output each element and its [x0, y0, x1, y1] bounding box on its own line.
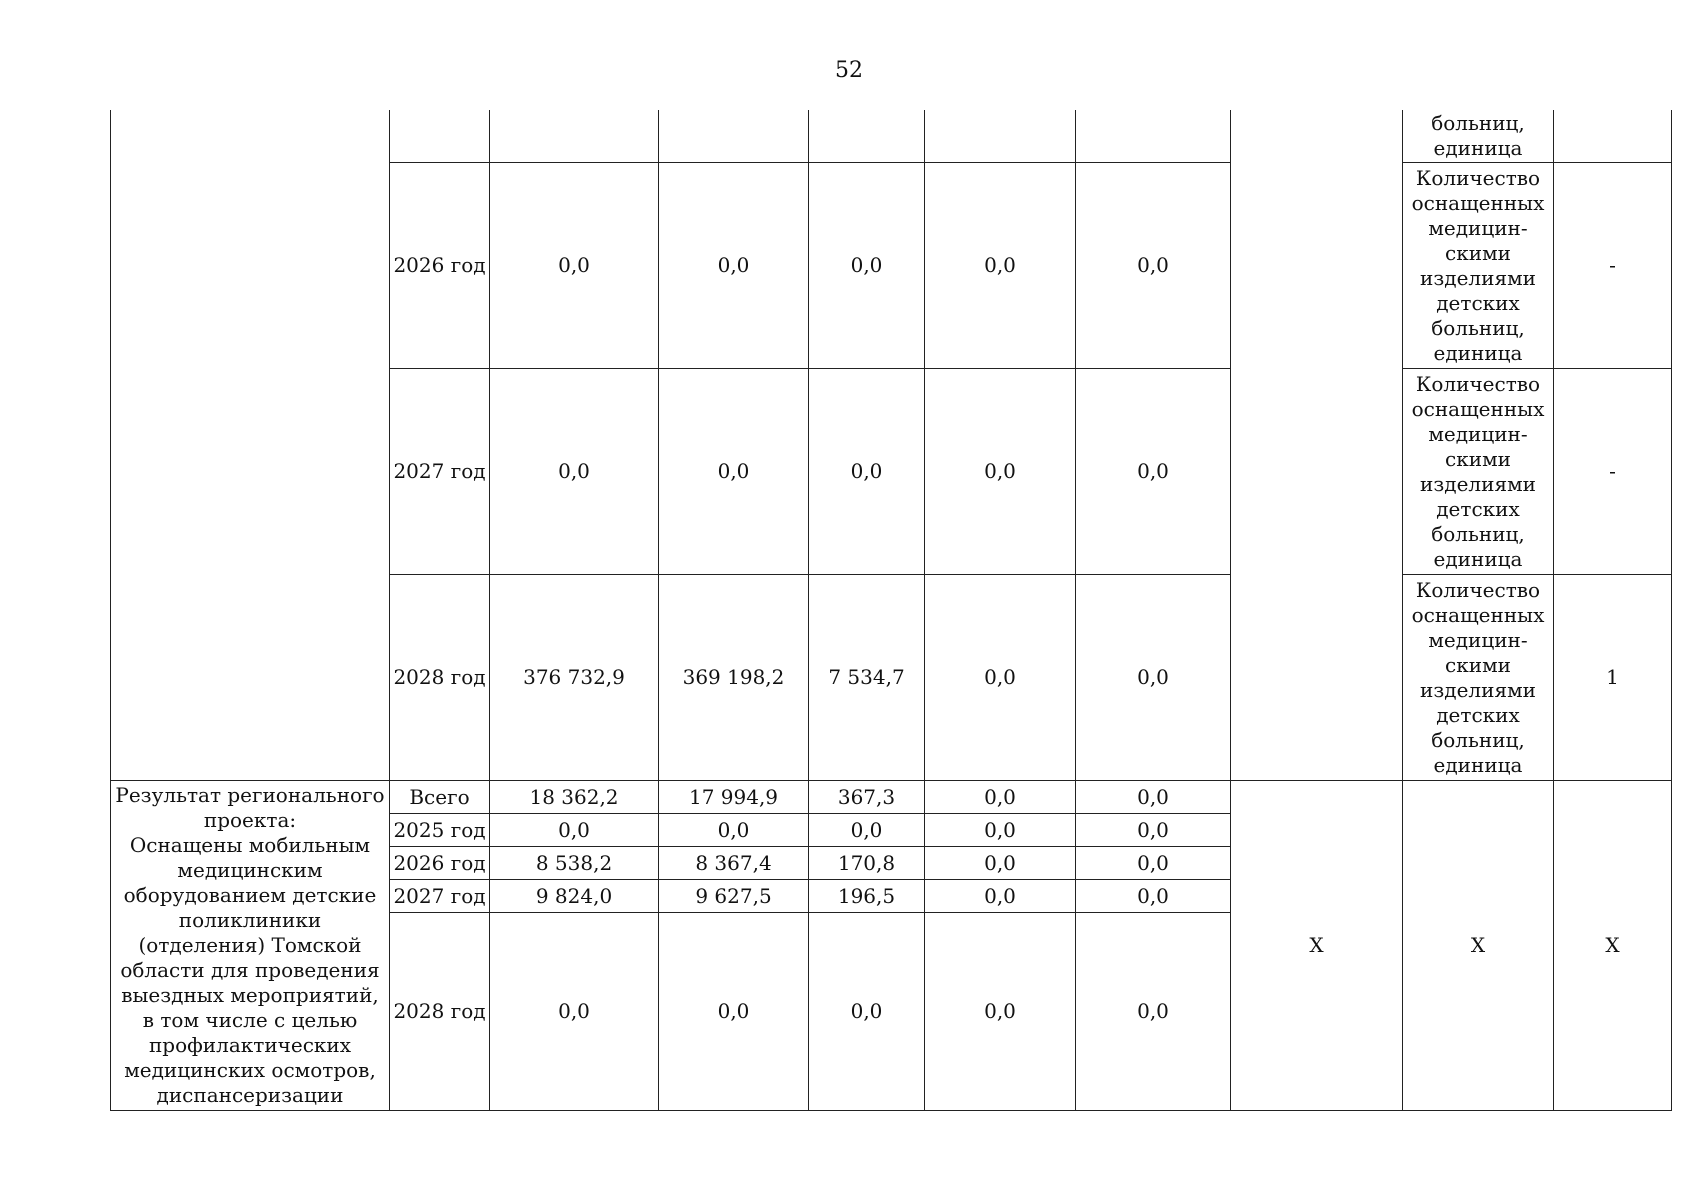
year-cell: 2027 год	[390, 880, 490, 913]
value-cell: 0,0	[490, 163, 659, 369]
indicator-cell: Количество оснащенных медицин- скими изделиями детских больниц, единица	[1403, 163, 1554, 369]
value-cell: 0,0	[659, 814, 809, 847]
indicator-cell: Количество оснащенных медицин- скими изделиями детских больниц, единица	[1403, 369, 1554, 575]
value-cell: 0,0	[1076, 913, 1231, 1111]
indicator-value-cell: -	[1554, 163, 1672, 369]
value-cell: 0,0	[809, 913, 925, 1111]
value-cell	[925, 110, 1076, 163]
executor-cell-continued	[1231, 110, 1403, 781]
year-cell	[390, 110, 490, 163]
indicator-value-cell: 1	[1554, 575, 1672, 781]
year-cell: 2026 год	[390, 847, 490, 880]
value-cell: 0,0	[809, 163, 925, 369]
value-cell: 367,3	[809, 781, 925, 814]
value-cell: 0,0	[659, 163, 809, 369]
indicator-cell: больниц, единица	[1403, 110, 1554, 163]
indicator-value-cell: -	[1554, 369, 1672, 575]
page-number: 52	[835, 58, 863, 83]
value-cell: 0,0	[490, 814, 659, 847]
value-cell: 0,0	[490, 913, 659, 1111]
value-cell	[659, 110, 809, 163]
table-row	[111, 781, 1672, 814]
table-row-continued	[111, 110, 1672, 163]
year-cell: 2025 год	[390, 814, 490, 847]
value-cell: 8 367,4	[659, 847, 809, 880]
value-cell: 0,0	[925, 163, 1076, 369]
value-cell: 196,5	[809, 880, 925, 913]
value-cell: 0,0	[490, 369, 659, 575]
value-cell: 0,0	[925, 781, 1076, 814]
value-cell: 376 732,9	[490, 575, 659, 781]
indicator-value-cell	[1554, 110, 1672, 163]
value-cell: 9 824,0	[490, 880, 659, 913]
value-cell: 18 362,2	[490, 781, 659, 814]
value-cell: 17 994,9	[659, 781, 809, 814]
value-cell: 0,0	[659, 369, 809, 575]
value-cell: 7 534,7	[809, 575, 925, 781]
year-cell: 2027 год	[390, 369, 490, 575]
year-cell: Всего	[390, 781, 490, 814]
value-cell: 9 627,5	[659, 880, 809, 913]
value-cell: 8 538,2	[490, 847, 659, 880]
value-cell: 0,0	[925, 575, 1076, 781]
value-cell: 0,0	[1076, 847, 1231, 880]
merged-mark-cell: X	[1403, 781, 1554, 1111]
year-cell: 2028 год	[390, 913, 490, 1111]
value-cell: 0,0	[925, 880, 1076, 913]
value-cell	[1076, 110, 1231, 163]
merged-mark-cell: X	[1554, 781, 1672, 1111]
value-cell: 0,0	[1076, 781, 1231, 814]
merged-mark-cell: X	[1231, 781, 1403, 1111]
value-cell: 0,0	[925, 847, 1076, 880]
value-cell: 0,0	[809, 369, 925, 575]
description-cell-continued	[111, 110, 390, 781]
value-cell: 0,0	[925, 913, 1076, 1111]
value-cell: 0,0	[659, 913, 809, 1111]
budget-table	[110, 110, 1672, 1111]
value-cell: 0,0	[1076, 163, 1231, 369]
value-cell: 0,0	[1076, 880, 1231, 913]
value-cell	[490, 110, 659, 163]
value-cell: 170,8	[809, 847, 925, 880]
indicator-cell: Количество оснащенных медицин- скими изделиями детских больниц, единица	[1403, 575, 1554, 781]
year-cell: 2026 год	[390, 163, 490, 369]
value-cell: 0,0	[925, 369, 1076, 575]
year-cell: 2028 год	[390, 575, 490, 781]
value-cell	[809, 110, 925, 163]
value-cell: 0,0	[1076, 814, 1231, 847]
project-result-description: Результат регионального проекта: Оснащены мобильным медицинским оборудованием детские поликлиники (отделения) Томской области для проведения выездных мероприятий, в том числе с целью профилактических медицинских осмотров, диспансеризации	[111, 781, 390, 1111]
value-cell: 369 198,2	[659, 575, 809, 781]
value-cell: 0,0	[1076, 575, 1231, 781]
value-cell: 0,0	[925, 814, 1076, 847]
value-cell: 0,0	[809, 814, 925, 847]
value-cell: 0,0	[1076, 369, 1231, 575]
